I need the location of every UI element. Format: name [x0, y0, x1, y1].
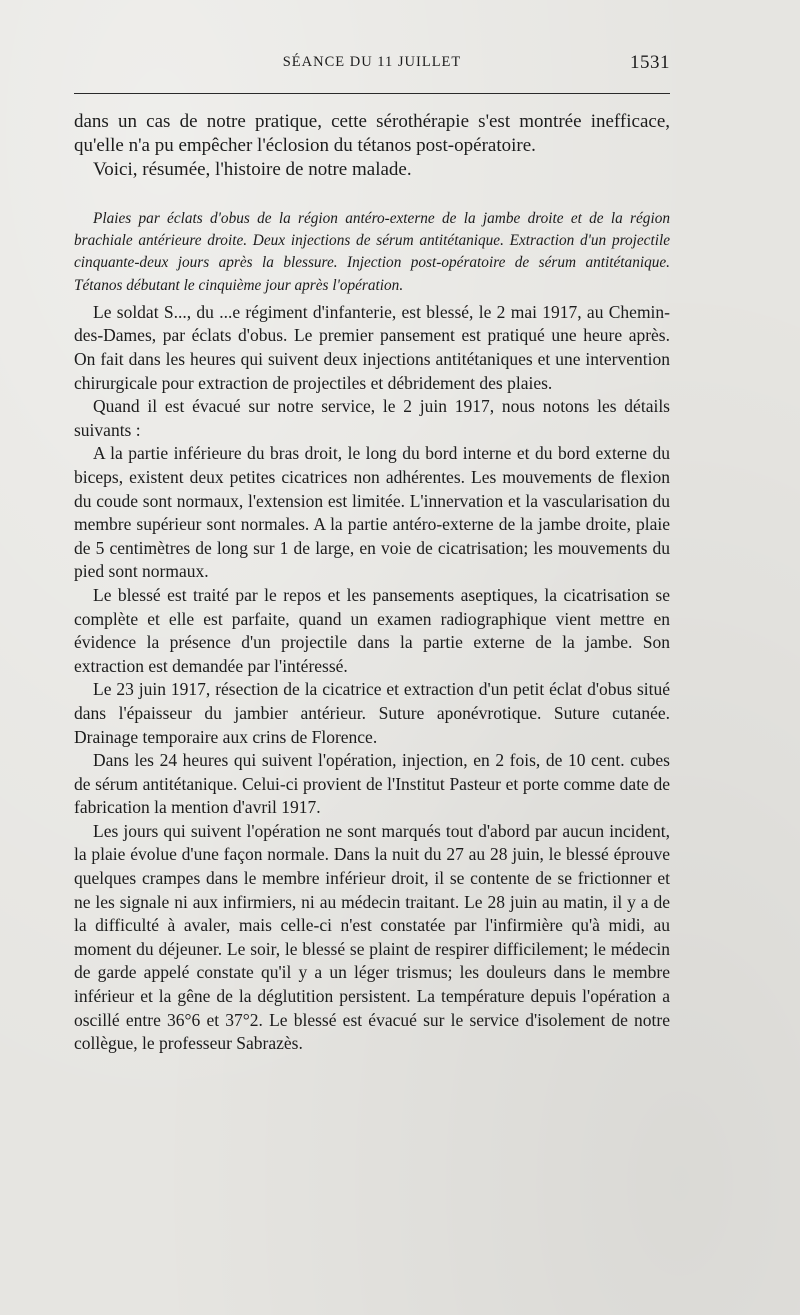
page-number: 1531 — [630, 52, 670, 73]
paragraph-examination: A la partie inférieure du bras droit, le long du bord interne et du bord externe du biceps, existent deux petites cicatrices non adhérentes. Les mouvements de flexion du coude sont normaux, l'extension est limitée. L'innervation et la vascularisation du membre supérieur sont normales. A la partie antéro-externe de la jambe droite, plaie de 5 centimètres de long sur 1 de large, en voie de cicatrisation; les mouvements du pied sont normaux. — [74, 443, 670, 582]
paragraph-continuation: dans un cas de notre pratique, cette sérothérapie s'est montrée inefficace, qu'elle n'a pu empêcher l'éclosion du tétanos post-opératoire. — [74, 111, 670, 156]
paragraph-tetanus-onset: Les jours qui suivent l'opération ne sont marqués tout d'abord par aucun incident, la plaie évolue d'une façon normale. Dans la nuit du 27 au 28 juin, le blessé éprouve quelques crampes dans le membre inférieur droit, il se contente de se frictionner et ne les signale ni aux infirmiers, ni au médecin traitant. Le 28 juin au matin, il y a de la difficulté à avaler, mais celle-ci n'est constatée par l'infirmière qu'à midi, au moment du déjeuner. Le soir, le blessé se plaint de respirer difficilement; le médecin de garde appelé constate qu'il y a un léger trismus; les douleurs dans le membre inférieur et la gêne de la déglutition persistent. La température depuis l'opération a oscillé entre 36°6 et 37°2. Le blessé est évacué sur le service d'isolement de notre collègue, le professeur Sabrazès. — [74, 820, 670, 1054]
paragraph-injury: Le soldat S..., du ...e régiment d'infanterie, est blessé, le 2 mai 1917, au Chemin-des-Dames, par éclats d'obus. Le premier pansement est pratiqué une heure après. On fait dans les heures qui suivent deux injections antitétaniques et une intervention chirurgicale pour extraction de projectiles et débridement des plaies. — [74, 301, 670, 393]
paragraph-operation: Le 23 juin 1917, résection de la cicatrice et extraction d'un petit éclat d'obus situé dans l'épaisseur du jambier antérieur. Suture aponévrotique. Suture cutanée. Drainage temporaire aux crins de Florence. — [74, 679, 670, 747]
paragraph-treatment: Le blessé est traité par le repos et les pansements aseptiques, la cicatrisation se complète et elle est parfaite, quand un examen radiographique vient mettre en évidence la présence d'un projectile dans la partie externe de la jambe. Son extraction est demandée par l'intéressé. — [74, 584, 670, 676]
page-header — [74, 52, 670, 76]
paragraph-serum-injection: Dans les 24 heures qui suivent l'opération, injection, en 2 fois, de 10 cent. cubes de sérum antitétanique. Celui-ci provient de l'Institut Pasteur et porte comme date de fabrication la mention d'avril 1917. — [74, 750, 670, 818]
case-summary: Plaies par éclats d'obus de la région antéro-externe de la jambe droite et de la région brachiale antérieure droite. Deux injections de sérum antitétanique. Extraction d'un projectile cinquante-deux jours après la blessure. Injection post-opératoire de sérum antitétanique. Tétanos débutant le cinquième jour après l'opération. — [74, 210, 670, 294]
running-title: SÉANCE DU 11 JUILLET — [282, 54, 462, 70]
paragraph-evacuation: Quand il est évacué sur notre service, le 2 juin 1917, nous notons les détails suivants : — [74, 396, 670, 440]
header-rule — [74, 93, 670, 94]
document-body — [74, 110, 670, 1056]
paragraph-intro: Voici, résumée, l'histoire de notre malade. — [93, 159, 412, 180]
